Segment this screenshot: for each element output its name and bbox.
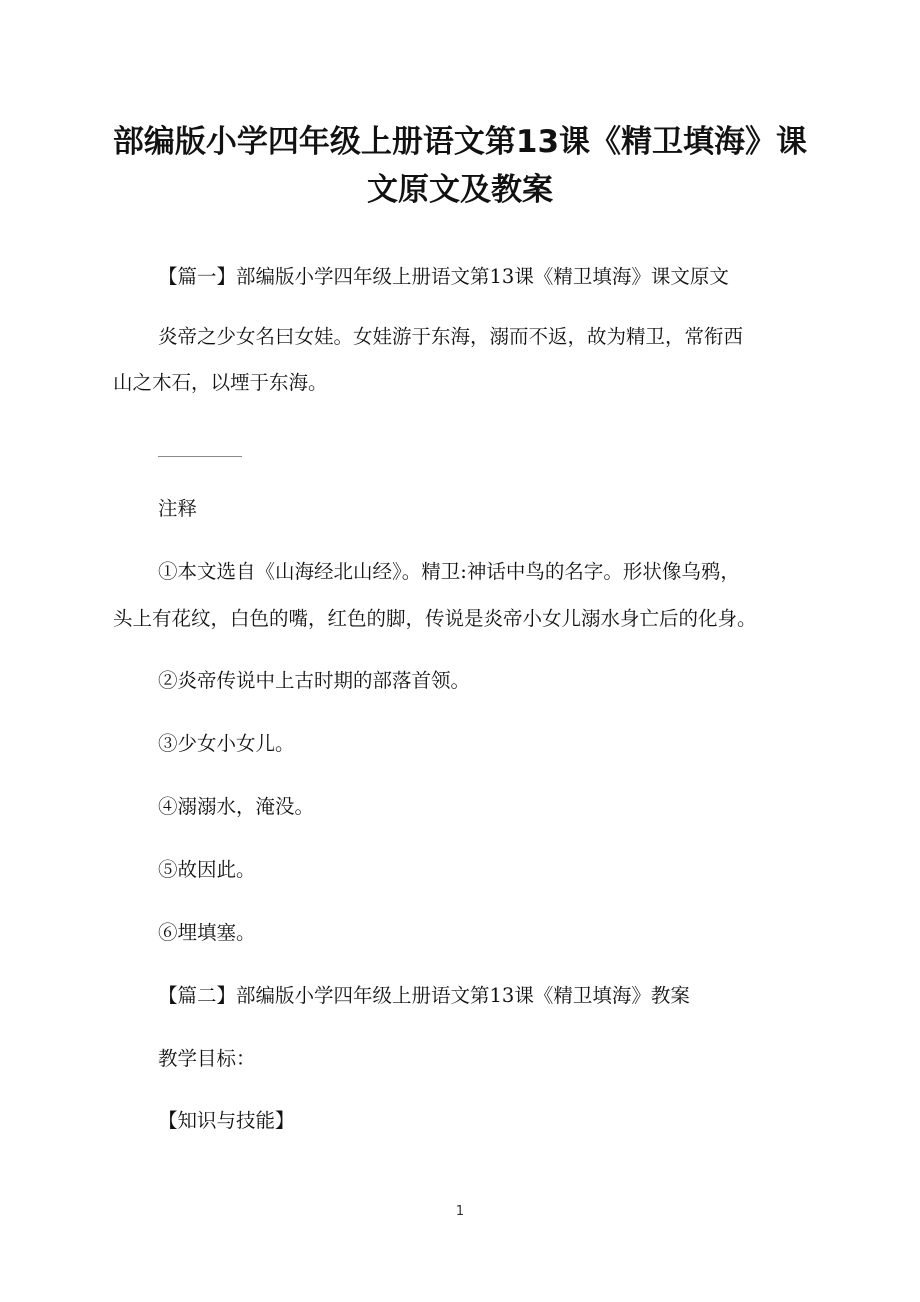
document-title-line-1: 部编版小学四年级上册语文第13课《精卫填海》课 xyxy=(112,124,808,160)
note-6: ⑥埋填塞。 xyxy=(158,921,256,944)
note-1-line-2: 头上有花纹，白色的嘴，红色的脚，传说是炎帝小女儿溺水身亡后的化身。 xyxy=(113,607,757,630)
knowledge-skills-label: 【知识与技能】 xyxy=(158,1109,295,1132)
note-5: ⑤故因此。 xyxy=(158,858,256,881)
note-4: ④溺溺水，淹没。 xyxy=(158,795,315,818)
text-line-2: 山之木石，以堙于东海。 xyxy=(113,371,328,394)
note-2: ②炎帝传说中上古时期的部落首领。 xyxy=(158,669,471,692)
note-3: ③少女小女儿。 xyxy=(158,732,295,755)
section-2-heading: 【篇二】部编版小学四年级上册语文第13课《精卫填海》教案 xyxy=(158,984,690,1007)
note-1-line-1: ①本文选自《山海经北山经》。精卫:神话中鸟的名字。形状像乌鸦， xyxy=(158,560,740,583)
teaching-goals-label: 教学目标： xyxy=(158,1047,256,1070)
section-1-heading: 【篇一】部编版小学四年级上册语文第13课《精卫填海》课文原文 xyxy=(158,265,729,288)
notes-heading: 注释 xyxy=(158,497,198,520)
text-line-1: 炎帝之少女名曰女娃。女娃游于东海，溺而不返，故为精卫，常衔西 xyxy=(158,325,744,348)
footnote-divider xyxy=(158,456,242,457)
page-number: 1 xyxy=(455,1204,465,1219)
document-title-line-2: 文原文及教案 xyxy=(367,172,553,208)
